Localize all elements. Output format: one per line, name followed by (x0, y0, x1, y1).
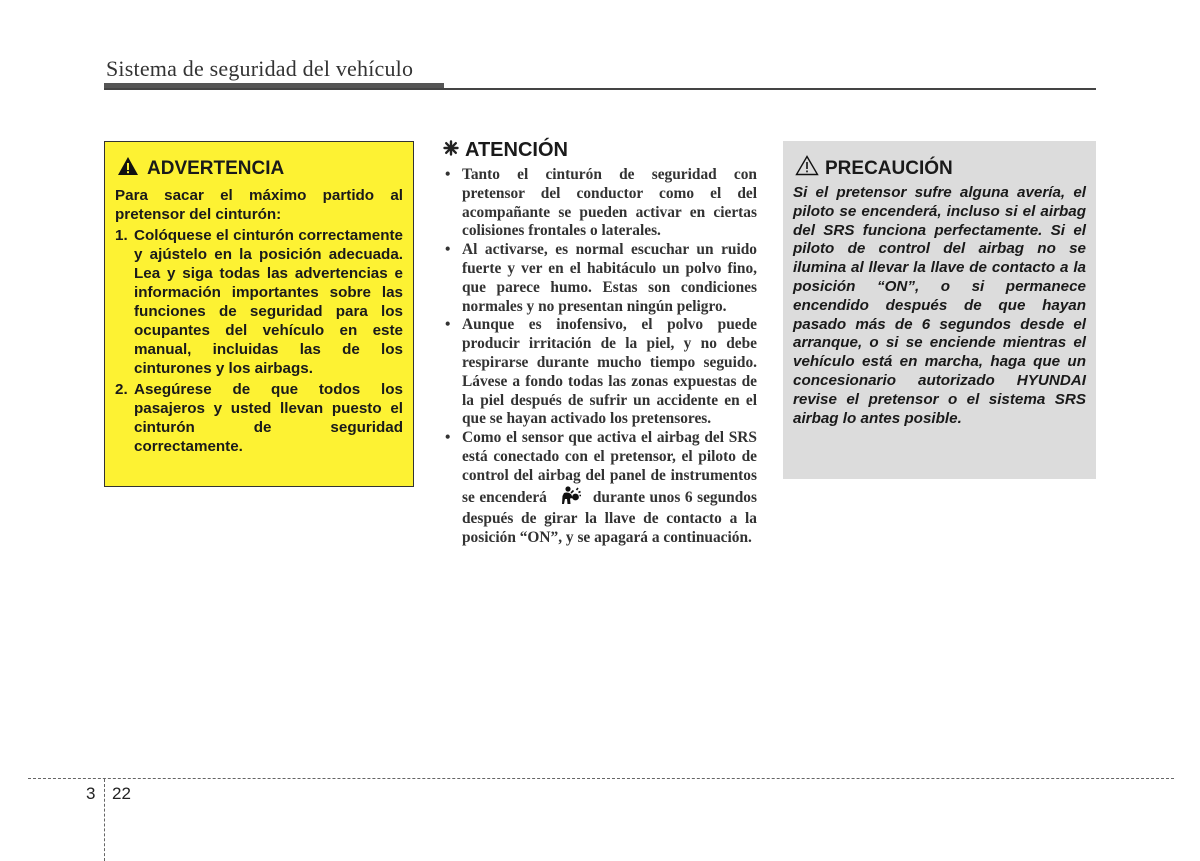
bullet-icon: • (445, 429, 451, 447)
attention-section (443, 139, 757, 548)
attention-item-text: Tanto el cinturón de seguridad con pretensor del conductor como el del acompañante se pueden activar en ciertas colisiones frontales o laterales. (462, 166, 757, 240)
attention-item (443, 241, 757, 316)
caution-triangle-icon (795, 155, 819, 182)
caution-box (783, 141, 1096, 479)
bullet-icon: • (445, 241, 451, 259)
attention-title (443, 139, 757, 162)
attention-item-text (462, 429, 757, 548)
attention-item (443, 166, 757, 241)
warning-item-text: Asegúrese de que todos los pasajeros y usted llevan puesto el cinturón de seguridad correctamente. (134, 381, 403, 455)
airbag-warning-icon (561, 486, 581, 511)
header-title: Sistema de seguridad del vehículo (106, 56, 414, 81)
attention-item-text: Aunque es inofensivo, el polvo puede producir irritación de la piel, y no debe respirarse durante mucho tiempo seguido. Lávese a fondo todas las zonas expuestas de la piel después de sufrir un accidente en el que se hayan activado los pretensores. (462, 316, 757, 428)
warning-intro: Para sacar el máximo partido al pretensor del cinturón: (115, 187, 403, 223)
warning-triangle-icon (117, 156, 139, 182)
warning-box (104, 141, 414, 487)
attention-item (443, 316, 757, 429)
attention-item (443, 429, 757, 548)
warning-title-text: ADVERTENCIA (147, 158, 285, 179)
warning-item-number: 2. (115, 381, 128, 398)
warning-list (115, 226, 403, 456)
warning-item (115, 380, 403, 456)
header-rule (104, 88, 1096, 90)
warning-body (115, 186, 403, 456)
warning-item-text: Colóquese el cinturón correctamente y ajústelo en la posición adecuada. Lea y siga todas las advertencias e información importantes sobre las funciones de seguridad para los ocupantes del vehículo en este manual, incluidas las de los cinturones y los airbags. (134, 227, 403, 377)
page-number: 22 (112, 784, 131, 803)
chapter-number: 3 (86, 784, 96, 803)
bullet-icon: • (445, 166, 451, 183)
attention-item-text-before: Como el sensor que activa el airbag del SRS está conectado con el pretensor, el piloto de control del airbag del panel de instrumentos se encenderá (462, 429, 757, 506)
footer-divider (28, 778, 1174, 779)
attention-title-text: ATENCIÓN (465, 139, 568, 161)
bullet-icon: • (445, 316, 451, 334)
attention-item-text: Al activarse, es normal escuchar un ruido fuerte y ver en el habitáculo un polvo fino, que parece humo. Estas son condiciones normales y no presentan ningún peligro. (462, 241, 757, 315)
asterisk-icon (443, 139, 459, 162)
warning-item (115, 226, 403, 378)
warning-title (117, 156, 403, 182)
attention-item-text-after: durante unos 6 segundos después de girar la llave de contacto a la posición “ON”, y se apagará a continuación. (462, 488, 757, 547)
caution-title (795, 155, 1086, 182)
warning-item-number: 1. (115, 227, 128, 244)
caution-title-text: PRECAUCIÓN (825, 157, 953, 179)
footer-divider-vertical (104, 779, 105, 861)
attention-list (443, 166, 757, 548)
caution-body: Si el pretensor sufre alguna avería, el piloto se encenderá, incluso si el airbag del SRS funciona perfectamente. Si el piloto de control del airbag no se ilumina al llevar la llave de contacto a la posición “ON”, o si permanece encendido después de que hayan pasado más de 6 segundos desde el arranque, o si se enciende mientras el vehículo está en marcha, haga que un concesionario autorizado HYUNDAI revise el pretensor o el sistema SRS airbag lo antes posible. (793, 184, 1086, 427)
